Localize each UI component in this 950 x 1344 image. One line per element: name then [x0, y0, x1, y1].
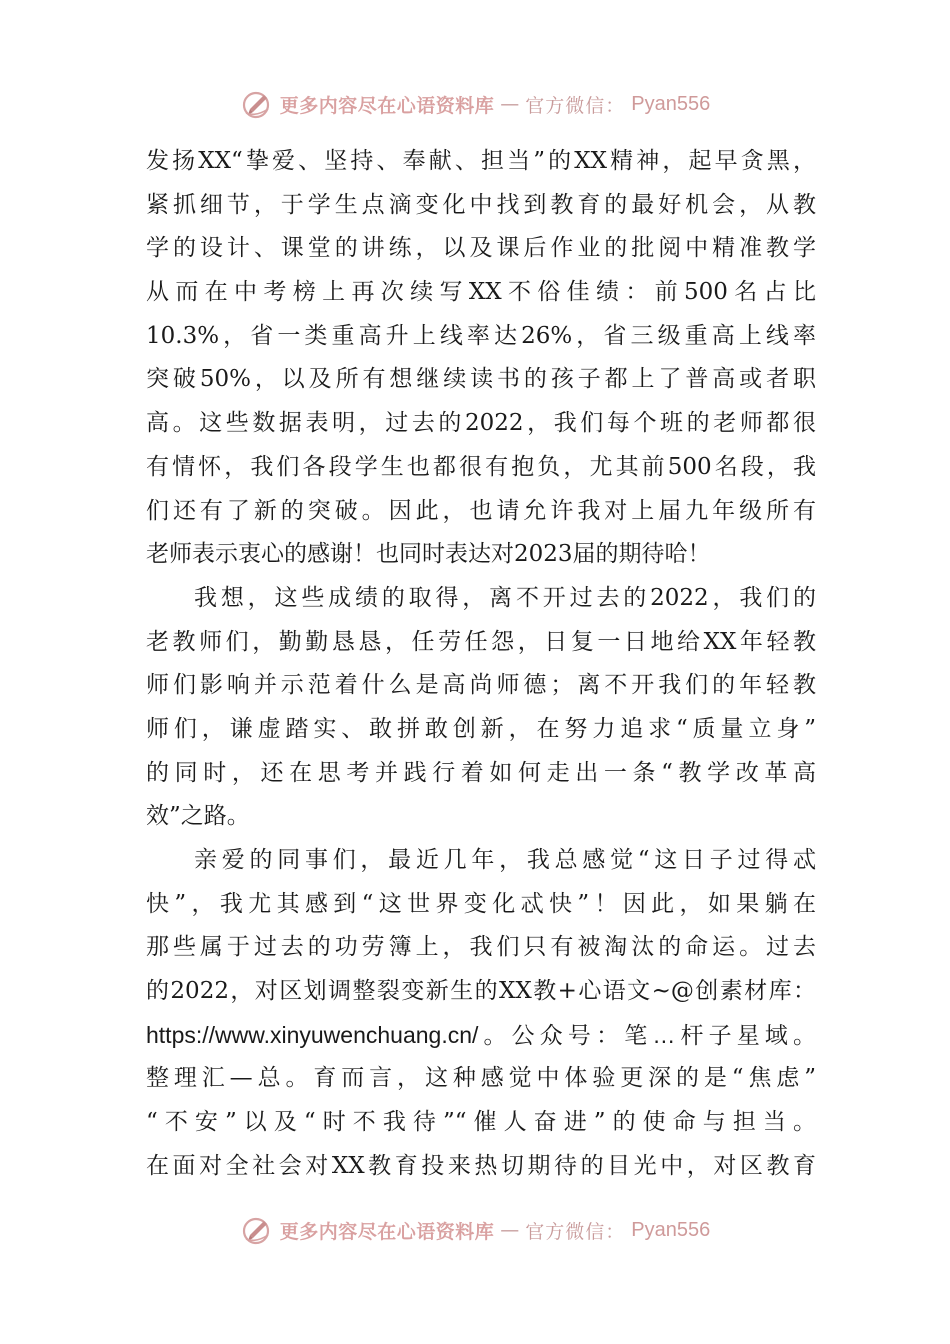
body-line: 师们影响并示范着什么是高尚师德；离不开我们的年轻教	[146, 672, 816, 699]
banner-separator: —	[500, 93, 520, 115]
body-line: 10.3%，省一类重高升上线率达26%，省三级重高上线率	[146, 322, 816, 349]
pen-circle-logo-icon	[240, 1213, 274, 1247]
body-line: 发扬XX“挚爱、坚持、奉献、担当”的XX精神，起早贪黑，	[146, 148, 816, 174]
body-line: https://www.xinyuwenchuang.cn/。公众号：笔…杆子星域。	[146, 1021, 816, 1048]
document-body	[146, 140, 816, 1189]
footer-banner	[0, 1210, 950, 1250]
banner-subtitle: 官方微信：	[525, 94, 626, 117]
body-line: 那些属于过去的功劳簿上，我们只有被淘汰的命运。过去	[146, 934, 816, 961]
body-line: 们还有了新的突破。因此，也请允许我对上届九年级所有	[146, 497, 816, 524]
banner-wechat-id: Pyan556	[631, 92, 711, 115]
body-line: 老教师们，勤勤恳恳，任劳任怨，日复一日地给XX年轻教	[146, 628, 816, 655]
banner-title: 更多内容尽在心语资料库	[279, 94, 495, 117]
body-line: 的2022，对区划调整裂变新生的XX教+心语文~@创素材库：	[146, 978, 816, 1005]
body-line: 师们，谦虚踏实、敢拼敢创新，在努力追求“质量立身”	[146, 715, 816, 742]
body-line: “不安”以及“时不我待”“催人奋进”的使命与担当。	[146, 1109, 816, 1136]
body-line: 效”之路。	[146, 803, 250, 830]
pen-circle-logo-icon	[240, 87, 274, 121]
body-line: 快”，我尤其感到“这世界变化忒快”！因此，如果躺在	[146, 890, 816, 917]
body-line: 我想，这些成绩的取得，离不开过去的2022，我们的	[194, 584, 816, 611]
body-line: 从而在中考榜上再次续写XX不俗佳绩：前500名占比	[146, 279, 816, 306]
body-line: 高。这些数据表明，过去的2022，我们每个班的老师都很	[146, 410, 816, 437]
banner-title: 更多内容尽在心语资料库	[279, 1220, 495, 1243]
body-line: 有情怀，我们各段学生也都很有抱负，尤其前500名段，我	[146, 453, 816, 480]
body-line: 亲爱的同事们，最近几年，我总感觉“这日子过得忒	[194, 847, 816, 873]
body-line: 突破50%，以及所有想继续读书的孩子都上了普高或者职	[146, 366, 816, 393]
body-line: 学的设计、课堂的讲练，以及课后作业的批阅中精准教学	[146, 235, 816, 262]
body-line: 紧抓细节，于学生点滴变化中找到教育的最好机会，从教	[146, 191, 816, 218]
body-line: 整理汇—总。育而言，这种感觉中体验更深的是“焦虑”	[146, 1065, 816, 1092]
body-line: 的同时，还在思考并践行着如何走出一条“教学改革高	[146, 759, 816, 786]
banner-separator: —	[500, 1219, 520, 1241]
banner-wechat-id: Pyan556	[631, 1218, 711, 1241]
body-line: 老师表示衷心的感谢！也同时表达对2023届的期待哈！	[146, 541, 711, 568]
body-line: 在面对全社会对XX教育投来热切期待的目光中，对区教育	[146, 1152, 816, 1179]
header-banner	[0, 84, 950, 124]
banner-subtitle: 官方微信：	[525, 1220, 626, 1243]
